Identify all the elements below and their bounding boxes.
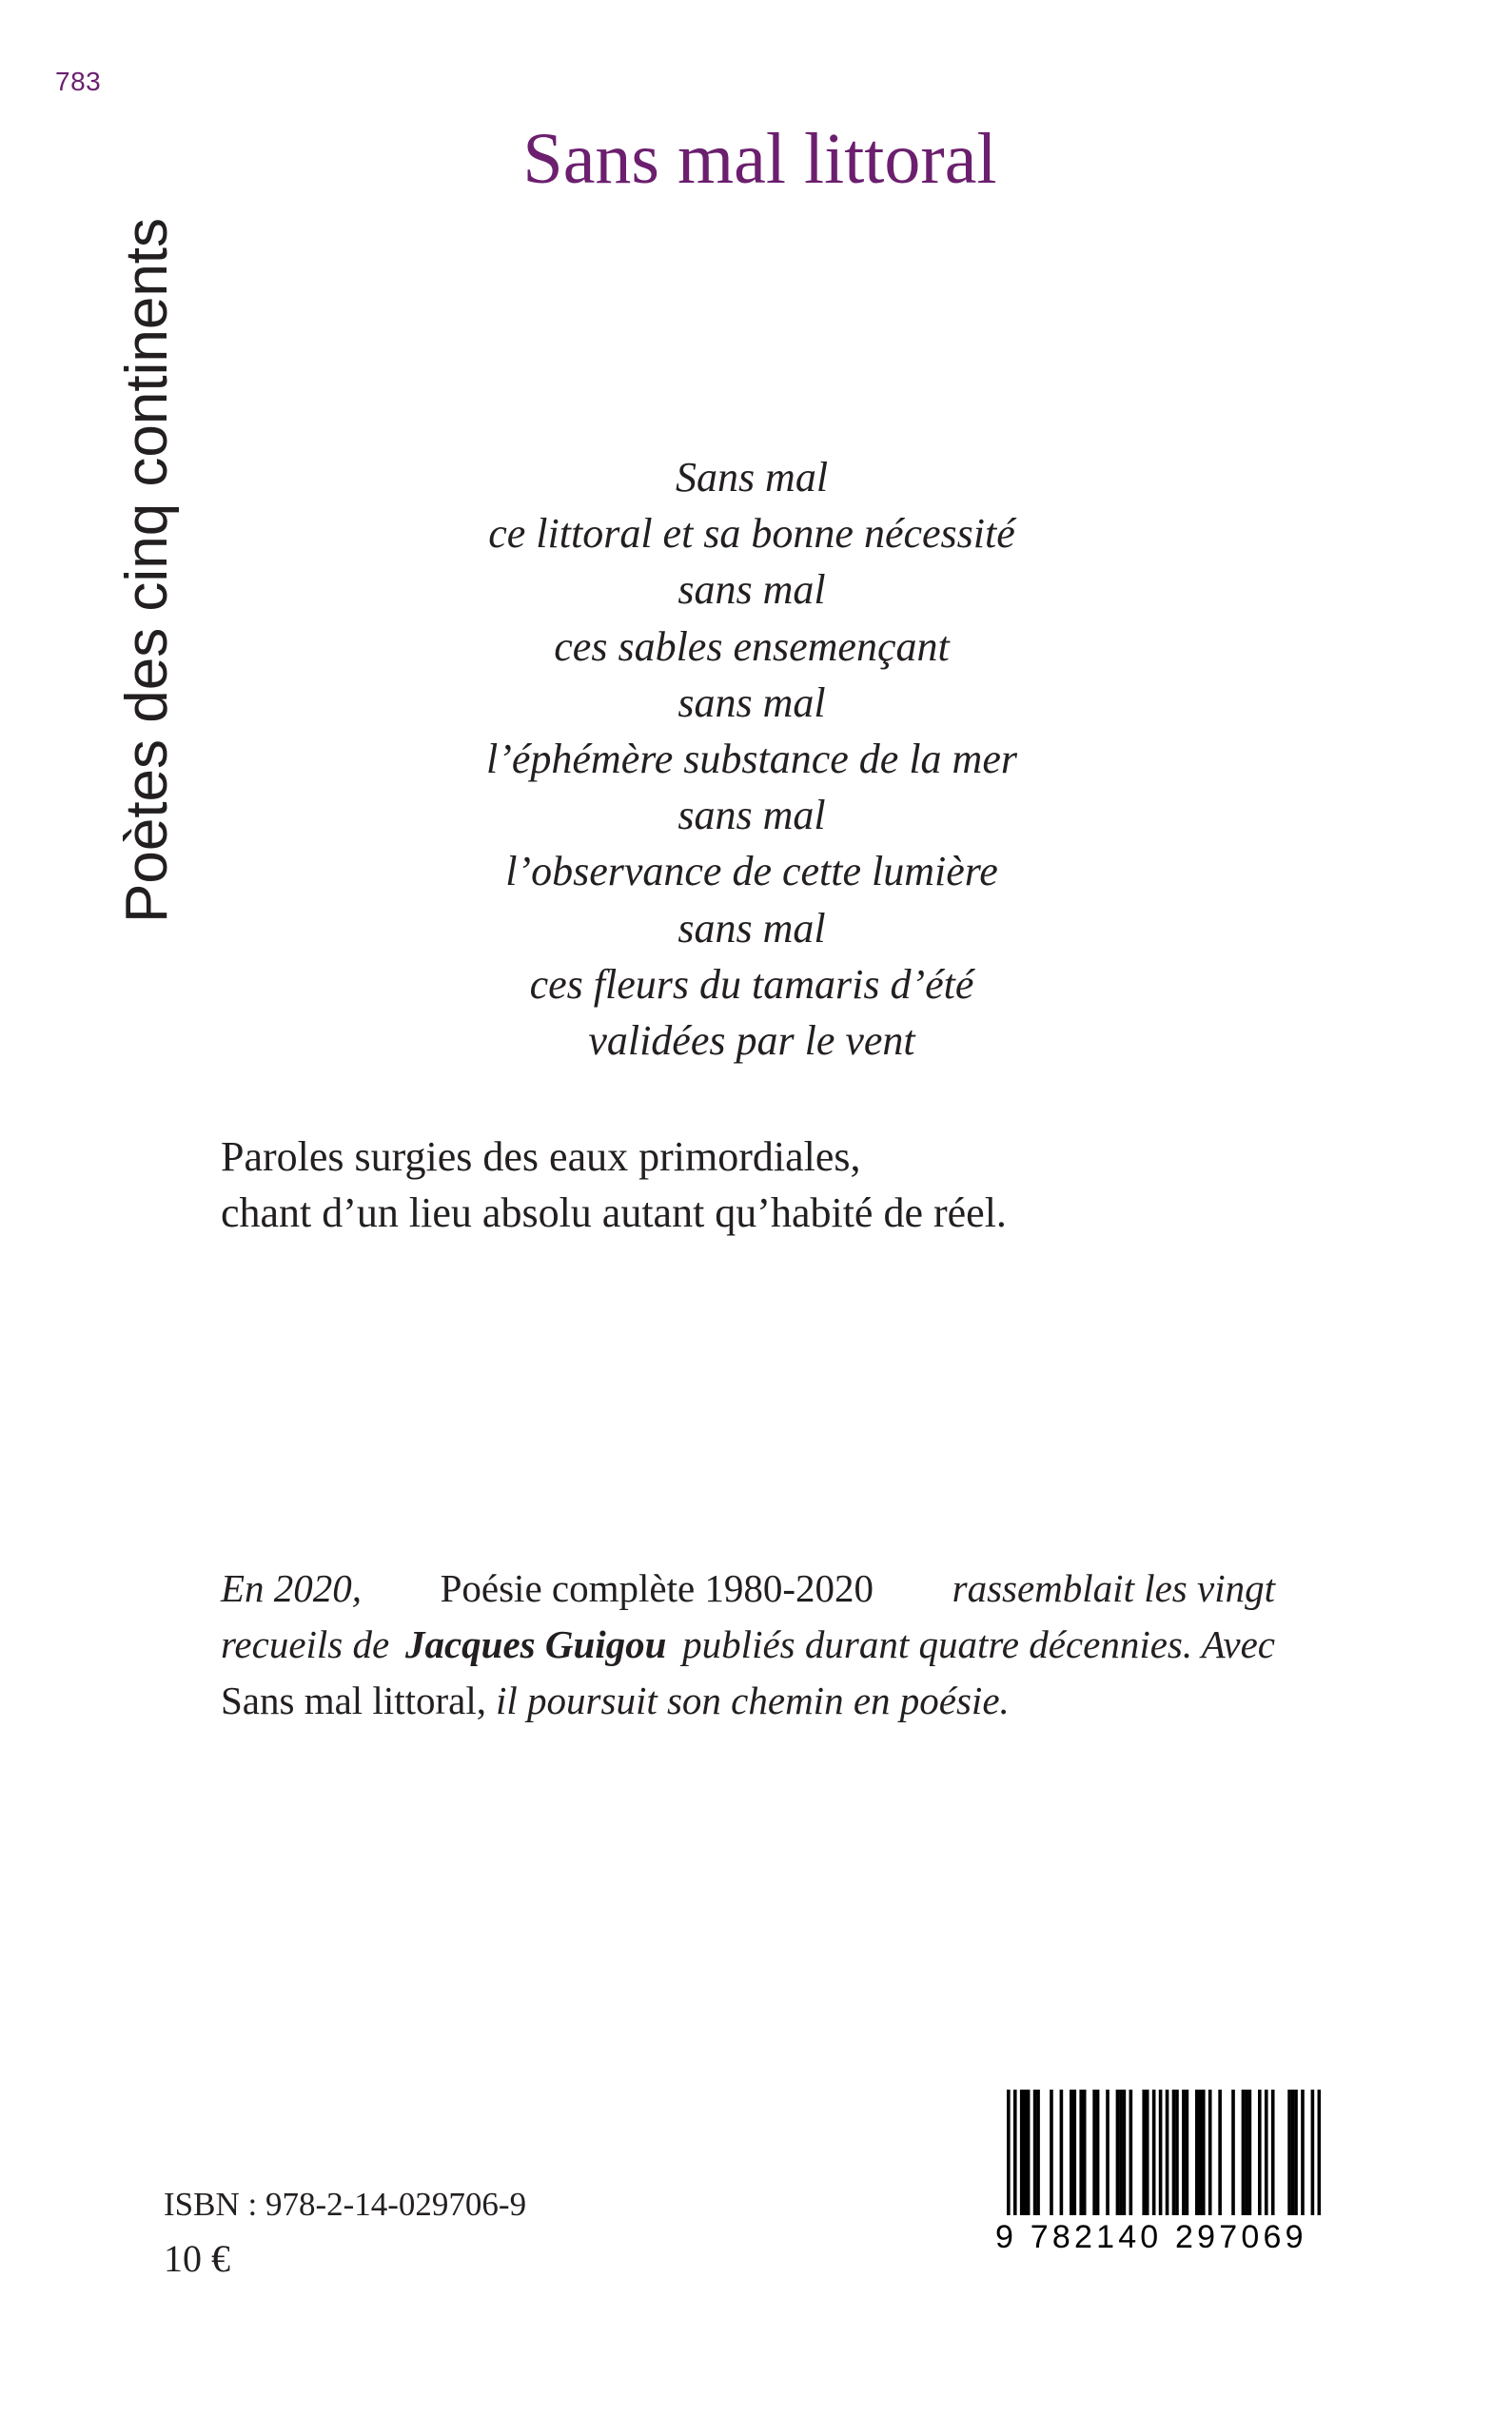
price: 10 € xyxy=(164,2237,230,2280)
barcode-bar xyxy=(1287,2090,1291,2215)
series-name: Poètes des cinq continents xyxy=(114,217,180,923)
poem-line: sans mal xyxy=(677,904,826,952)
barcode-bar xyxy=(1060,2090,1064,2215)
barcode-bar xyxy=(1152,2090,1156,2215)
barcode-bar xyxy=(1301,2090,1305,2215)
barcode-bar xyxy=(1271,2090,1275,2215)
book-title xyxy=(0,116,1512,202)
about-line-1 xyxy=(221,1561,1275,1617)
barcode-bar xyxy=(1202,2090,1206,2215)
poem-line: Sans mal xyxy=(675,454,829,501)
barcode-bar xyxy=(1182,2090,1186,2215)
poem-line: sans mal xyxy=(677,792,826,839)
series-number: 783 xyxy=(55,67,102,96)
barcode-bar xyxy=(1172,2090,1176,2215)
about-text: En 2020, xyxy=(221,1566,363,1610)
poem-line: l’observance de cette lumière xyxy=(505,848,998,895)
poem-line: sans mal xyxy=(677,678,826,726)
barcode-bar xyxy=(1311,2090,1315,2215)
barcode-bars xyxy=(1007,2090,1321,2215)
barcode-digits: 9 782140 297069 xyxy=(995,2219,1307,2255)
poem-line: ce littoral et sa bonne nécessité xyxy=(488,510,1015,558)
barcode-bar xyxy=(1195,2090,1199,2215)
about-text: il poursuit son chemin en poésie. xyxy=(496,1679,1010,1722)
poem-excerpt xyxy=(409,449,1094,1069)
barcode-bar xyxy=(1294,2090,1298,2215)
barcode-bar xyxy=(1231,2090,1235,2215)
barcode-bar xyxy=(1208,2090,1212,2215)
poem-line: l’éphémère substance de la mer xyxy=(486,736,1017,783)
barcode-bar xyxy=(1083,2090,1087,2215)
barcode-bar xyxy=(1079,2090,1083,2215)
blurb xyxy=(221,1129,1007,1241)
barcode-bar xyxy=(1070,2090,1073,2215)
about-text: rassemblait les vingt xyxy=(952,1566,1275,1610)
barcode-bar xyxy=(1159,2090,1163,2215)
barcode-bar xyxy=(1166,2090,1169,2215)
barcode-bar xyxy=(1092,2090,1096,2215)
barcode-bar xyxy=(1248,2090,1252,2215)
barcode-bar xyxy=(1318,2090,1321,2215)
barcode-bar xyxy=(1175,2090,1179,2215)
poem-line: ces fleurs du tamaris d’été xyxy=(529,960,974,1008)
blurb-line: Paroles surgies des eaux primordiales, xyxy=(221,1133,861,1180)
about-text: publiés durant quatre décennies. Avec xyxy=(682,1622,1275,1666)
barcode-bar xyxy=(1050,2090,1053,2215)
about-line-2 xyxy=(221,1617,1275,1673)
barcode-bar xyxy=(1119,2090,1123,2215)
barcode-bar xyxy=(1116,2090,1120,2215)
isbn: ISBN : 978-2-14-029706-9 xyxy=(164,2186,527,2223)
barcode-bar xyxy=(1027,2090,1031,2215)
barcode-bar xyxy=(1218,2090,1222,2215)
about-book-reference: Poésie complète 1980-2020 xyxy=(440,1566,874,1610)
author-name: Jacques Guigou xyxy=(404,1622,667,1666)
barcode-bar xyxy=(1291,2090,1295,2215)
barcode-bar xyxy=(1072,2090,1076,2215)
about-text: recueils de xyxy=(221,1622,390,1666)
barcode-bar xyxy=(1186,2090,1189,2215)
barcode-bar xyxy=(1242,2090,1246,2215)
barcode-bar xyxy=(1096,2090,1100,2215)
barcode-bar xyxy=(1036,2090,1040,2215)
barcode-bar xyxy=(1020,2090,1024,2215)
barcode-bar xyxy=(1142,2090,1146,2215)
barcode-bar xyxy=(1013,2090,1017,2215)
poem-line: sans mal xyxy=(677,566,826,614)
poem-line: validées par le vent xyxy=(588,1017,915,1065)
poem-line: ces sables ensemençant xyxy=(554,622,950,670)
barcode xyxy=(1007,2090,1321,2322)
barcode-bar xyxy=(1123,2090,1127,2215)
barcode-bar xyxy=(1007,2090,1011,2215)
barcode-bar xyxy=(1146,2090,1149,2215)
barcode-bar xyxy=(1106,2090,1109,2215)
blurb-line: chant d’un lieu absolu autant qu’habité de réel. xyxy=(221,1189,1007,1236)
barcode-bar xyxy=(1245,2090,1248,2215)
book-title-text: Sans mal littoral xyxy=(522,119,997,199)
barcode-bar xyxy=(1129,2090,1133,2215)
about-line-3 xyxy=(221,1673,1275,1729)
barcode-bar xyxy=(1198,2090,1202,2215)
barcode-bar xyxy=(1258,2090,1262,2215)
about-book-reference: Sans mal littoral, xyxy=(221,1679,486,1722)
barcode-bar xyxy=(1265,2090,1268,2215)
barcode-bar xyxy=(1033,2090,1037,2215)
barcode-bar xyxy=(1023,2090,1027,2215)
about-author xyxy=(221,1561,1275,1729)
